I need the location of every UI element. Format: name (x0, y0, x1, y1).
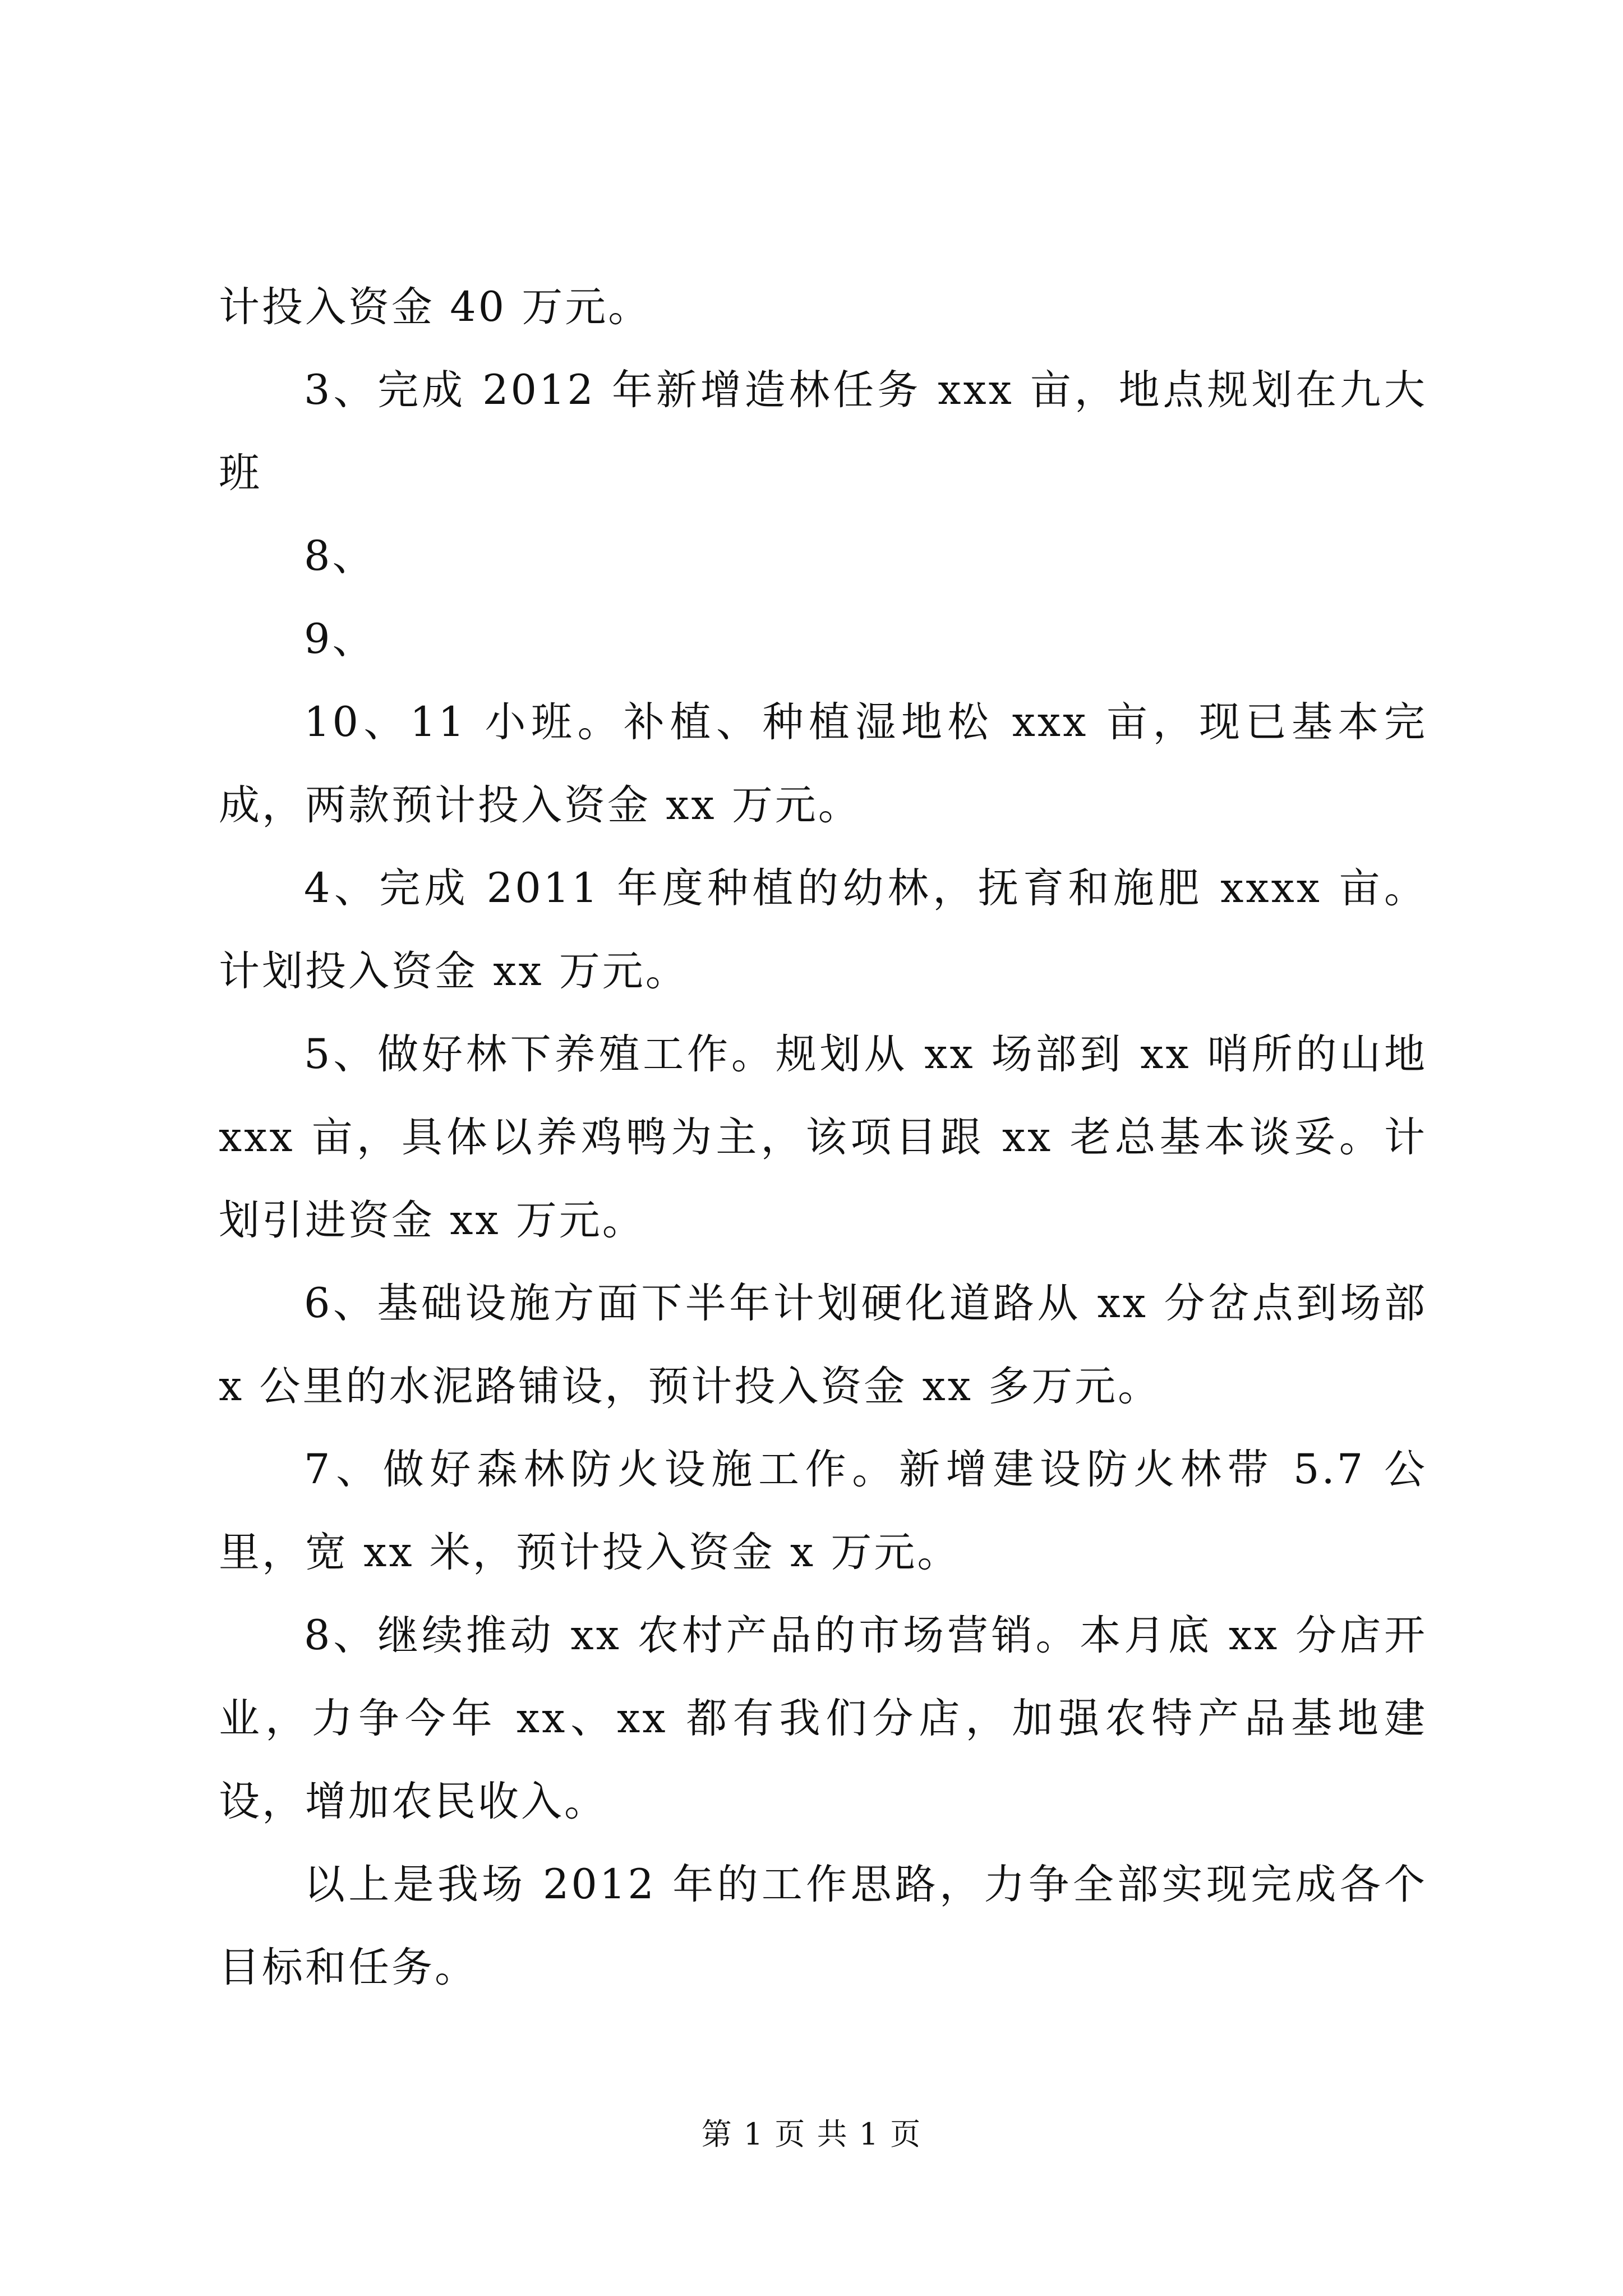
document-body (219, 266, 1427, 2009)
paragraph-item-7: 7、做好森林防火设施工作。新增建设防火林带 5.7 公里，宽 xx 米，预计投入资金 x 万元。 (219, 1446, 1427, 1576)
paragraph-continuation: 计投入资金 40 万元。 (219, 283, 652, 331)
paragraph-item-4: 4、完成 2011 年度种植的幼林，抚育和施肥 xxxx 亩。计划投入资金 xx 万元。 (219, 864, 1427, 995)
paragraph-item-6: 6、基础设施方面下半年计划硬化道路从 xx 分岔点到场部 x 公里的水泥路铺设，预计投入资金 xx 多万元。 (219, 1280, 1427, 1410)
paragraph-item-8: 8、继续推动 xx 农村产品的市场营销。本月底 xx 分店开业，力争今年 xx、xx 都有我们分店，加强农特产品基地建设，增加农民收入。 (219, 1612, 1427, 1825)
paragraph-item-5: 5、做好林下养殖工作。规划从 xx 场部到 xx 哨所的山地 xxx 亩，具体以养鸡鸭为主，该项目跟 xx 老总基本谈妥。计划引进资金 xx 万元。 (219, 1030, 1427, 1244)
page-number-label: 第 1 页 共 1 页 (701, 2116, 922, 2152)
paragraph-item-3: 3、完成 2012 年新增造林任务 xxx 亩，地点规划在九大班 (219, 366, 1427, 497)
paragraph-conclusion: 以上是我场 2012 年的工作思路，力争全部实现完成各个目标和任务。 (219, 1861, 1427, 1991)
paragraph-item-8-fragment: 8、 (304, 532, 376, 580)
page-footer (0, 2115, 1623, 2154)
paragraph-item-9-fragment: 9、 (304, 615, 376, 663)
paragraph-item-10-11: 10、11 小班。补植、种植湿地松 xxx 亩，现已基本完成，两款预计投入资金 xx 万元。 (219, 698, 1427, 829)
